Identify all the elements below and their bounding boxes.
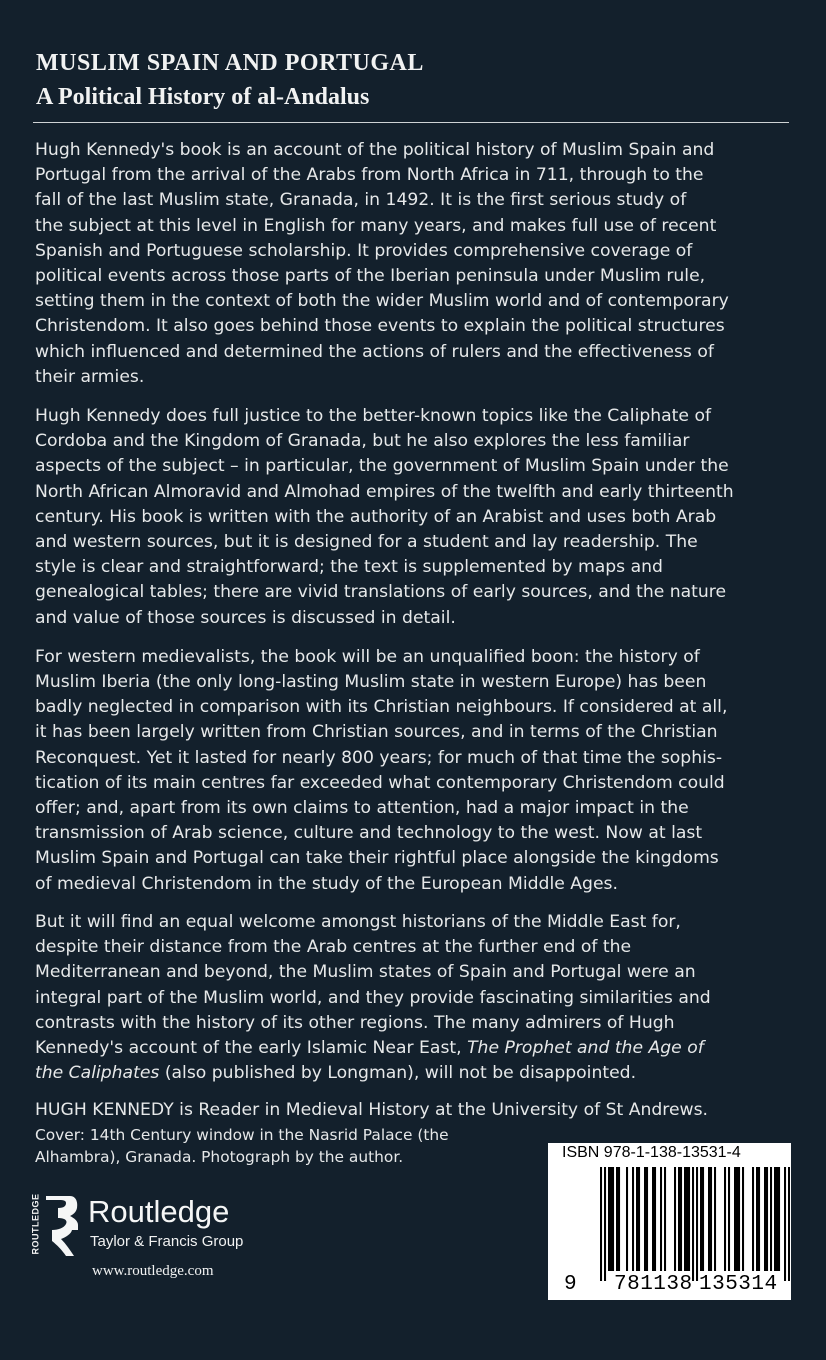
barcode-bar: [770, 1167, 772, 1271]
barcode-bar: [616, 1167, 618, 1271]
barcode-bar: [742, 1167, 744, 1271]
barcode-bar: [758, 1167, 760, 1271]
barcode-bar: [766, 1167, 768, 1271]
barcode-bar: [774, 1167, 776, 1271]
barcode-bar: [626, 1167, 628, 1271]
barcode-bar: [700, 1167, 702, 1271]
barcode-bar: [638, 1167, 640, 1271]
barcode-bar: [696, 1167, 698, 1281]
barcode-bar: [618, 1167, 620, 1271]
barcode-digits-left: 781138: [614, 1273, 693, 1296]
blurb-paragraph-2: Hugh Kennedy does full justice to the better-known topics like the Caliphate of Cordoba and the Kingdom of Granada, but he also explores the less familiar aspects of the subject – in particular, the government of Muslim Spain under the North African Almoravid and Almohad empires of the twelfth and early thirteenth century. His book is written with the authority of an Arabist and uses both Arab and western sources, but it is designed for a student and lay readership. The style is clear and straightforward; the text is supplemented by maps and genealogical tables; there are vivid translations of early sources, and the nature and value of those sources is discussed in detail.: [35, 406, 734, 628]
barcode-bar: [710, 1167, 712, 1271]
barcode-bar: [708, 1167, 710, 1271]
barcode-bar: [788, 1167, 790, 1281]
barcode-bar: [636, 1167, 638, 1271]
barcode-bar: [678, 1167, 680, 1271]
publisher-website[interactable]: www.routledge.com: [92, 1263, 214, 1279]
barcode-bar: [756, 1167, 758, 1271]
publisher-vertical-text: ROUTLEDGE: [30, 1193, 41, 1255]
barcode-bar: [660, 1167, 662, 1271]
barcode-bar: [600, 1167, 602, 1281]
barcode-bar: [632, 1167, 634, 1271]
barcode-bar: [724, 1167, 726, 1271]
barcode-bar: [752, 1167, 754, 1271]
barcode-bar: [764, 1167, 766, 1271]
barcode-bar: [736, 1167, 738, 1271]
blurb: [35, 138, 795, 1136]
publisher-vertical-label: [30, 1194, 44, 1256]
barcode-bars: [600, 1167, 790, 1281]
barcode-bar: [734, 1167, 736, 1271]
barcode-bar: [610, 1167, 612, 1271]
barcode-bar: [646, 1167, 648, 1271]
publisher-logo: [30, 1194, 270, 1260]
barcode-bar: [714, 1167, 716, 1271]
publisher-group: Taylor & Francis Group: [90, 1233, 244, 1250]
barcode-panel: [548, 1143, 791, 1300]
blurb-paragraph-3: For western medievalists, the book will be an unqualified boon: the history of Muslim Iberia (the only long-lasting Muslim state in western Europe) has been badly neglected in comparison with its Christian neighbours. If considered at all, it has been largely written from Christian sources, and in terms of the Christian Reconquest. Yet it lasted for nearly 800 years; for much of that time the sophis- tication of its main centres far exceeded what contemporary Christendom could offer; and, apart from its own claims to attention, had a major impact in the transmission of Arab science, culture and technology to the west. Now at last Muslim Spain and Portugal can take their rightful place alongside the kingdoms of medieval Christendom in the study of the European Middle Ages.: [35, 646, 728, 894]
barcode-bar: [604, 1167, 606, 1281]
barcode-bar: [784, 1167, 786, 1281]
barcode-bar: [652, 1167, 654, 1271]
blurb-paragraph-4-text: But it will find an equal welcome amongst historians of the Middle East for, despite their distance from the Arab centres at the further end of the Mediterranean and beyond, the Muslim states of Spain and Portugal were an integral part of the Muslim world, and they provide fascinating similarities and contrasts with the history of its other regions. The many admirers of Hugh Kennedy's account of the early Islamic Near East,: [35, 911, 711, 1058]
barcode-bar: [686, 1167, 688, 1271]
barcode-bar: [664, 1167, 666, 1271]
barcode-bar: [688, 1167, 690, 1271]
blurb-paragraph-4-end: (also published by Longman), will not be disappointed.: [159, 1063, 637, 1084]
barcode-bar: [702, 1167, 704, 1271]
barcode-digits-right: 135314: [699, 1273, 778, 1296]
barcode-bar: [674, 1167, 676, 1271]
cover-credit: Cover: 14th Century window in the Nasrid Palace (the Alhambra), Granada. Photograph by the author.: [35, 1126, 449, 1166]
book-reference-title: The Prophet and the Age of the Caliphates: [35, 1037, 704, 1084]
barcode-bar: [776, 1167, 778, 1271]
barcode-bar: [608, 1167, 610, 1271]
barcode-bar: [612, 1167, 614, 1271]
barcode-bar: [680, 1167, 682, 1271]
author-note: HUGH KENNEDY is Reader in Medieval History at the University of St Andrews.: [35, 1100, 709, 1121]
barcode-bar: [654, 1167, 656, 1271]
book-title: MUSLIM SPAIN AND PORTUGAL: [36, 50, 424, 76]
blurb-paragraph-4: [35, 910, 795, 1086]
barcode-bar: [692, 1167, 694, 1281]
title-divider: [33, 122, 789, 123]
barcode-digit-first: 9: [564, 1273, 578, 1296]
barcode-bar: [738, 1167, 740, 1271]
barcode-bar: [778, 1167, 780, 1271]
barcode-bar: [644, 1167, 646, 1271]
isbn-number: ISBN 978-1-138-13531-4: [562, 1144, 741, 1161]
blurb-paragraph-1: Hugh Kennedy's book is an account of the political history of Muslim Spain and Portugal from the arrival of the Arabs from North Africa in 711, through to the fall of the last Muslim state, Granada, in 1492. It is the first serious study of the subject at this level in English for many years, and makes full use of recent Spanish and Portuguese scholarship. It provides comprehensive coverage of political events across those parts of the Iberian peninsula under Muslim rule, setting them in the context of both the wider Muslim world and of contemporary Christendom. It also goes behind those events to explain the political structures which influenced and determined the actions of rulers and the effectiveness of their armies.: [35, 140, 729, 387]
barcode-bar: [728, 1167, 730, 1271]
publisher-name: Routledge: [88, 1194, 230, 1229]
book-subtitle: A Political History of al-Andalus: [36, 84, 370, 110]
barcode-bar: [684, 1167, 686, 1271]
routledge-head-icon: [44, 1194, 80, 1258]
